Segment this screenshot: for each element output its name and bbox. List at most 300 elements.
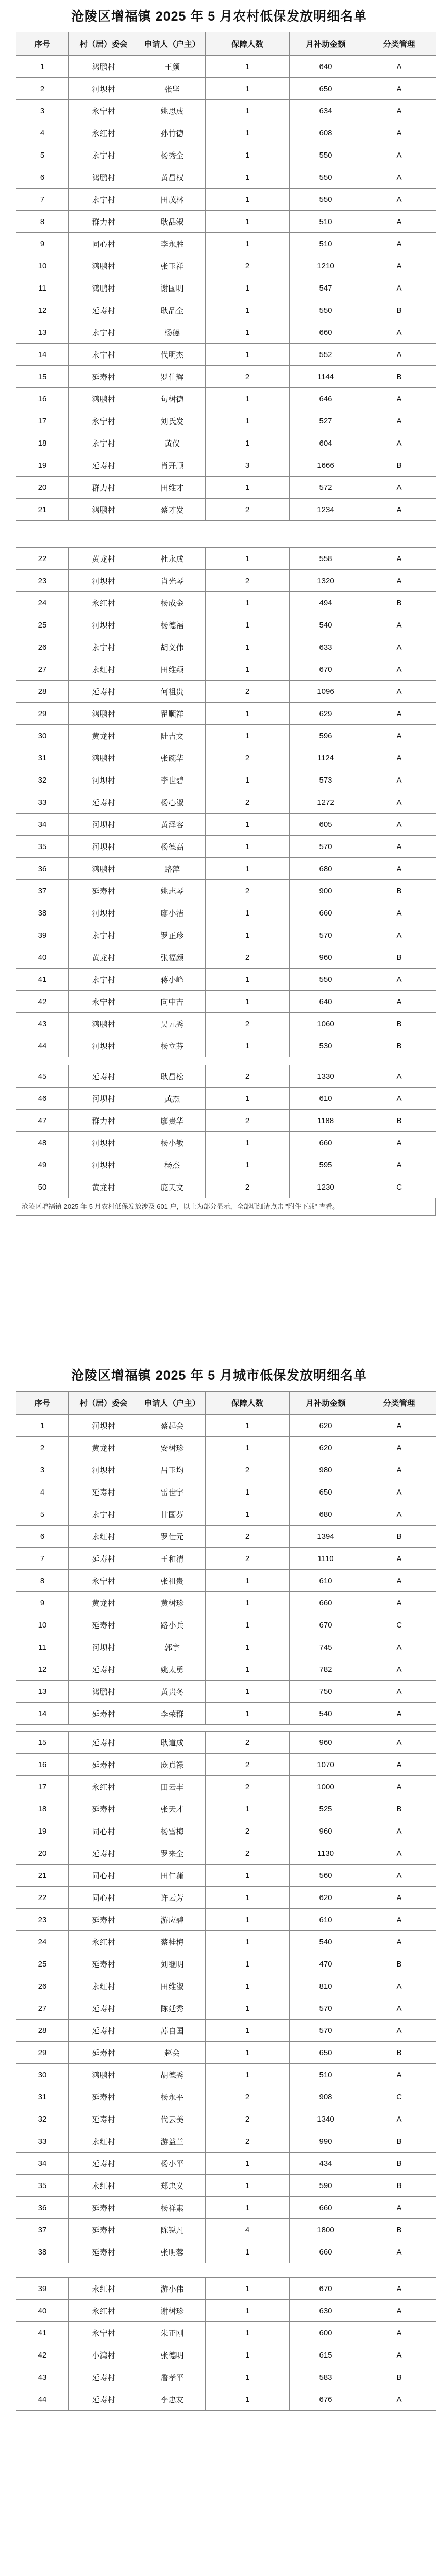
- cell-village: 延寿村: [69, 1909, 139, 1931]
- cell-applicant: 廖小洁: [139, 902, 206, 924]
- cell-amount: 1110: [290, 1548, 362, 1570]
- table-row: [16, 1703, 436, 1725]
- cell-applicant: 罗来全: [139, 1842, 206, 1865]
- cell-index: 47: [16, 1110, 69, 1132]
- cell-persons: 1: [206, 924, 290, 946]
- cell-persons: 1: [206, 769, 290, 791]
- cell-category: A: [362, 1459, 436, 1481]
- cell-village: 永宁村: [69, 100, 139, 122]
- cell-category: A: [362, 1065, 436, 1088]
- table-row: [16, 233, 436, 255]
- table-row: [16, 2064, 436, 2086]
- cell-village: 同心村: [69, 1865, 139, 1887]
- cell-index: 22: [16, 548, 69, 570]
- rural-title: 沧陵区增福镇 2025 年 5 月农村低保发放明细名单: [71, 9, 367, 24]
- cell-applicant: 黄树珍: [139, 1592, 206, 1614]
- cell-amount: 650: [290, 2042, 362, 2064]
- cell-persons: 1: [206, 658, 290, 681]
- cell-applicant: 何祖贵: [139, 681, 206, 703]
- cell-applicant: 黄泽容: [139, 814, 206, 836]
- rural-table-part-2: [16, 547, 436, 1057]
- cell-village: 延寿村: [69, 2108, 139, 2130]
- table-row: [16, 1415, 436, 1437]
- cell-index: 46: [16, 1088, 69, 1110]
- cell-persons: 1: [206, 592, 290, 614]
- cell-village: 鸿鹏村: [69, 2064, 139, 2086]
- cell-village: 永红村: [69, 1931, 139, 1953]
- cell-persons: 2: [206, 681, 290, 703]
- cell-village: 鸿鹏村: [69, 499, 139, 521]
- cell-applicant: 杨德高: [139, 836, 206, 858]
- cell-village: 延寿村: [69, 2020, 139, 2042]
- cell-persons: 1: [206, 2388, 290, 2411]
- cell-amount: 570: [290, 836, 362, 858]
- cell-amount: 960: [290, 946, 362, 969]
- cell-village: 永宁村: [69, 636, 139, 658]
- cell-amount: 633: [290, 636, 362, 658]
- cell-applicant: 姚太勇: [139, 1658, 206, 1681]
- cell-category: A: [362, 344, 436, 366]
- cell-category: A: [362, 2064, 436, 2086]
- cell-index: 3: [16, 100, 69, 122]
- cell-category: A: [362, 1931, 436, 1953]
- cell-index: 4: [16, 1481, 69, 1503]
- table-row: [16, 2241, 436, 2263]
- cell-category: A: [362, 2322, 436, 2344]
- cell-index: 3: [16, 1459, 69, 1481]
- cell-persons: 1: [206, 166, 290, 189]
- table-row: [16, 791, 436, 814]
- cell-amount: 550: [290, 299, 362, 321]
- table-row: [16, 747, 436, 769]
- cell-category: B: [362, 880, 436, 902]
- cell-village: 永红村: [69, 1975, 139, 1997]
- cell-amount: 900: [290, 880, 362, 902]
- table-row: [16, 969, 436, 991]
- cell-amount: 596: [290, 725, 362, 747]
- cell-category: A: [362, 924, 436, 946]
- cell-amount: 750: [290, 1681, 362, 1703]
- table-row: [16, 122, 436, 144]
- cell-village: 河坝村: [69, 836, 139, 858]
- cell-amount: 660: [290, 1592, 362, 1614]
- cell-village: 永宁村: [69, 321, 139, 344]
- cell-amount: 510: [290, 211, 362, 233]
- table-row: [16, 1636, 436, 1658]
- cell-persons: 3: [206, 454, 290, 477]
- cell-amount: 660: [290, 2197, 362, 2219]
- cell-category: A: [362, 1997, 436, 2020]
- cell-category: C: [362, 1176, 436, 1198]
- cell-category: A: [362, 969, 436, 991]
- cell-applicant: 郭宇: [139, 1636, 206, 1658]
- cell-persons: 1: [206, 1798, 290, 1820]
- cell-index: 25: [16, 1953, 69, 1975]
- cell-amount: 1394: [290, 1526, 362, 1548]
- cell-persons: 2: [206, 1526, 290, 1548]
- cell-persons: 1: [206, 2197, 290, 2219]
- cell-applicant: 李世碧: [139, 769, 206, 791]
- cell-persons: 2: [206, 1776, 290, 1798]
- cell-persons: 1: [206, 969, 290, 991]
- cell-index: 9: [16, 233, 69, 255]
- urban-table-part-3: [16, 2277, 436, 2411]
- cell-index: 43: [16, 1013, 69, 1035]
- cell-persons: 1: [206, 344, 290, 366]
- cell-applicant: 杨永平: [139, 2086, 206, 2108]
- cell-village: 河坝村: [69, 769, 139, 791]
- table-row: [16, 1842, 436, 1865]
- table-row: [16, 100, 436, 122]
- cell-category: A: [362, 1415, 436, 1437]
- cell-amount: 1060: [290, 1013, 362, 1035]
- table-row: [16, 1065, 436, 1088]
- cell-persons: 1: [206, 1154, 290, 1176]
- cell-index: 13: [16, 321, 69, 344]
- cell-category: A: [362, 1437, 436, 1459]
- cell-category: C: [362, 1614, 436, 1636]
- cell-applicant: 郑忠义: [139, 2175, 206, 2197]
- table-row: [16, 1526, 436, 1548]
- cell-village: 黄龙村: [69, 946, 139, 969]
- cell-persons: 1: [206, 1503, 290, 1526]
- cell-persons: 1: [206, 2153, 290, 2175]
- cell-category: B: [362, 1035, 436, 1057]
- cell-category: A: [362, 56, 436, 78]
- cell-amount: 660: [290, 1132, 362, 1154]
- cell-village: 永宁村: [69, 410, 139, 432]
- cell-category: A: [362, 388, 436, 410]
- cell-category: B: [362, 1110, 436, 1132]
- cell-village: 延寿村: [69, 1065, 139, 1088]
- cell-applicant: 游应碧: [139, 1909, 206, 1931]
- cell-village: 同心村: [69, 233, 139, 255]
- cell-amount: 1096: [290, 681, 362, 703]
- cell-category: A: [362, 2241, 436, 2263]
- cell-amount: 1330: [290, 1065, 362, 1088]
- cell-index: 42: [16, 991, 69, 1013]
- cell-persons: 1: [206, 1658, 290, 1681]
- cell-persons: 1: [206, 321, 290, 344]
- cell-village: 延寿村: [69, 1842, 139, 1865]
- table-row: [16, 2388, 436, 2411]
- cell-persons: 1: [206, 100, 290, 122]
- cell-category: A: [362, 991, 436, 1013]
- cell-village: 鸿鹏村: [69, 255, 139, 277]
- table-row: [16, 1820, 436, 1842]
- cell-category: B: [362, 2153, 436, 2175]
- cell-amount: 980: [290, 1459, 362, 1481]
- table-row: [16, 1681, 436, 1703]
- cell-village: 黄龙村: [69, 1437, 139, 1459]
- cell-applicant: 王颜: [139, 56, 206, 78]
- cell-index: 43: [16, 2366, 69, 2388]
- cell-amount: 608: [290, 122, 362, 144]
- table-row: [16, 636, 436, 658]
- cell-index: 44: [16, 1035, 69, 1057]
- cell-persons: 1: [206, 144, 290, 166]
- cell-village: 河坝村: [69, 1088, 139, 1110]
- cell-index: 7: [16, 1548, 69, 1570]
- cell-category: A: [362, 1681, 436, 1703]
- cell-applicant: 蔡起会: [139, 1415, 206, 1437]
- table-row: [16, 78, 436, 100]
- cell-village: 延寿村: [69, 1548, 139, 1570]
- cell-amount: 1320: [290, 570, 362, 592]
- table-row: [16, 946, 436, 969]
- cell-village: 延寿村: [69, 299, 139, 321]
- cell-village: 永红村: [69, 2278, 139, 2300]
- cell-applicant: 田维才: [139, 477, 206, 499]
- cell-persons: 1: [206, 277, 290, 299]
- rural-table-part-1: [16, 32, 436, 521]
- cell-applicant: 路小兵: [139, 1614, 206, 1636]
- column-header: 村（居）委会: [69, 1392, 139, 1415]
- table-row: [16, 858, 436, 880]
- cell-village: 河坝村: [69, 1415, 139, 1437]
- cell-amount: 646: [290, 388, 362, 410]
- table-row: [16, 658, 436, 681]
- cell-amount: 595: [290, 1154, 362, 1176]
- cell-applicant: 罗正珍: [139, 924, 206, 946]
- cell-applicant: 蒋小峰: [139, 969, 206, 991]
- cell-index: 6: [16, 166, 69, 189]
- column-header: 月补助金额: [290, 32, 362, 56]
- cell-category: B: [362, 2130, 436, 2153]
- cell-applicant: 路萍: [139, 858, 206, 880]
- column-header: 申请人（户主）: [139, 1392, 206, 1415]
- table-row: [16, 1865, 436, 1887]
- urban-title: 沧陵区增福镇 2025 年 5 月城市低保发放明细名单: [71, 1368, 367, 1383]
- cell-persons: 1: [206, 902, 290, 924]
- cell-applicant: 耿昌松: [139, 1065, 206, 1088]
- cell-applicant: 杨秀全: [139, 144, 206, 166]
- cell-village: 永宁村: [69, 924, 139, 946]
- cell-category: A: [362, 1636, 436, 1658]
- cell-village: 延寿村: [69, 1732, 139, 1754]
- cell-category: B: [362, 2042, 436, 2064]
- cell-amount: 547: [290, 277, 362, 299]
- cell-amount: 605: [290, 814, 362, 836]
- table-row: [16, 592, 436, 614]
- cell-persons: 1: [206, 636, 290, 658]
- table-row: [16, 1997, 436, 2020]
- cell-index: 8: [16, 1570, 69, 1592]
- cell-village: 永红村: [69, 122, 139, 144]
- cell-amount: 660: [290, 2241, 362, 2263]
- cell-village: 延寿村: [69, 681, 139, 703]
- cell-amount: 1130: [290, 1842, 362, 1865]
- table-row: [16, 2219, 436, 2241]
- cell-village: 永宁村: [69, 1570, 139, 1592]
- cell-category: A: [362, 1703, 436, 1725]
- column-header: 序号: [16, 1392, 69, 1415]
- column-header: 月补助金额: [290, 1392, 362, 1415]
- cell-village: 延寿村: [69, 791, 139, 814]
- cell-village: 延寿村: [69, 1703, 139, 1725]
- cell-persons: 2: [206, 791, 290, 814]
- cell-amount: 600: [290, 2322, 362, 2344]
- cell-village: 河坝村: [69, 814, 139, 836]
- cell-applicant: 黄杰: [139, 1088, 206, 1110]
- cell-persons: 1: [206, 1132, 290, 1154]
- cell-index: 25: [16, 614, 69, 636]
- column-header: 序号: [16, 32, 69, 56]
- cell-persons: 1: [206, 56, 290, 78]
- table-row: [16, 410, 436, 432]
- cell-applicant: 吕玉均: [139, 1459, 206, 1481]
- cell-amount: 745: [290, 1636, 362, 1658]
- table-row: [16, 1548, 436, 1570]
- cell-applicant: 杨立芬: [139, 1035, 206, 1057]
- cell-category: B: [362, 2366, 436, 2388]
- cell-index: 14: [16, 344, 69, 366]
- cell-applicant: 张德明: [139, 2344, 206, 2366]
- cell-village: 鸿鹏村: [69, 1681, 139, 1703]
- cell-index: 10: [16, 255, 69, 277]
- column-header: 分类管理: [362, 32, 436, 56]
- cell-amount: 960: [290, 1820, 362, 1842]
- cell-village: 黄龙村: [69, 725, 139, 747]
- column-header: 保障人数: [206, 1392, 290, 1415]
- cell-index: 34: [16, 814, 69, 836]
- table-row: [16, 1154, 436, 1176]
- cell-index: 31: [16, 2086, 69, 2108]
- cell-village: 河坝村: [69, 1636, 139, 1658]
- cell-amount: 494: [290, 592, 362, 614]
- table-row: [16, 2175, 436, 2197]
- table-row: [16, 1658, 436, 1681]
- cell-applicant: 吴元秀: [139, 1013, 206, 1035]
- table-row: [16, 2197, 436, 2219]
- cell-category: A: [362, 1503, 436, 1526]
- cell-amount: 570: [290, 2020, 362, 2042]
- cell-index: 14: [16, 1703, 69, 1725]
- cell-persons: 1: [206, 1931, 290, 1953]
- cell-category: A: [362, 1820, 436, 1842]
- table-row: [16, 1013, 436, 1035]
- cell-category: A: [362, 255, 436, 277]
- cell-amount: 550: [290, 189, 362, 211]
- cell-applicant: 张天才: [139, 1798, 206, 1820]
- rural-table-part-3: [16, 1065, 436, 1198]
- cell-category: A: [362, 1865, 436, 1887]
- cell-applicant: 庞天文: [139, 1176, 206, 1198]
- cell-applicant: 谢国明: [139, 277, 206, 299]
- column-header: 保障人数: [206, 32, 290, 56]
- cell-applicant: 甘国芬: [139, 1503, 206, 1526]
- cell-village: 延寿村: [69, 2219, 139, 2241]
- cell-persons: 4: [206, 2219, 290, 2241]
- cell-persons: 2: [206, 366, 290, 388]
- cell-index: 49: [16, 1154, 69, 1176]
- cell-category: A: [362, 1776, 436, 1798]
- table-row: [16, 924, 436, 946]
- table-row: [16, 1776, 436, 1798]
- table-row: [16, 570, 436, 592]
- cell-persons: 1: [206, 1909, 290, 1931]
- cell-persons: 2: [206, 570, 290, 592]
- cell-category: A: [362, 836, 436, 858]
- cell-index: 12: [16, 1658, 69, 1681]
- cell-village: 延寿村: [69, 2086, 139, 2108]
- cell-amount: 990: [290, 2130, 362, 2153]
- cell-category: B: [362, 2219, 436, 2241]
- column-header: 申请人（户主）: [139, 32, 206, 56]
- table-row: [16, 1975, 436, 1997]
- table-row: [16, 836, 436, 858]
- cell-amount: 510: [290, 233, 362, 255]
- cell-village: 延寿村: [69, 880, 139, 902]
- cell-index: 15: [16, 1732, 69, 1754]
- cell-amount: 810: [290, 1975, 362, 1997]
- cell-applicant: 廖贵华: [139, 1110, 206, 1132]
- cell-category: A: [362, 1909, 436, 1931]
- cell-persons: 2: [206, 1548, 290, 1570]
- cell-village: 黄龙村: [69, 1592, 139, 1614]
- cell-category: A: [362, 1887, 436, 1909]
- cell-category: A: [362, 636, 436, 658]
- cell-persons: 2: [206, 499, 290, 521]
- cell-index: 28: [16, 681, 69, 703]
- cell-category: A: [362, 2344, 436, 2366]
- cell-persons: 2: [206, 946, 290, 969]
- cell-amount: 670: [290, 2278, 362, 2300]
- cell-index: 35: [16, 836, 69, 858]
- cell-persons: 1: [206, 1592, 290, 1614]
- cell-index: 30: [16, 725, 69, 747]
- cell-category: B: [362, 1013, 436, 1035]
- cell-persons: 1: [206, 189, 290, 211]
- table-row: [16, 880, 436, 902]
- cell-amount: 604: [290, 432, 362, 454]
- cell-index: 36: [16, 2197, 69, 2219]
- table-row: [16, 2086, 436, 2108]
- cell-persons: 1: [206, 2366, 290, 2388]
- cell-persons: 1: [206, 2344, 290, 2366]
- cell-index: 18: [16, 432, 69, 454]
- cell-index: 10: [16, 1614, 69, 1636]
- cell-category: B: [362, 592, 436, 614]
- cell-amount: 610: [290, 1088, 362, 1110]
- cell-amount: 670: [290, 1614, 362, 1636]
- table-row: [16, 1132, 436, 1154]
- table-row: [16, 2344, 436, 2366]
- urban-table-part-1: [16, 1391, 436, 1725]
- cell-persons: 1: [206, 2278, 290, 2300]
- cell-amount: 1000: [290, 1776, 362, 1798]
- cell-category: A: [362, 570, 436, 592]
- cell-applicant: 杨小敏: [139, 1132, 206, 1154]
- cell-persons: 1: [206, 1614, 290, 1636]
- cell-village: 永宁村: [69, 144, 139, 166]
- table-row: [16, 1909, 436, 1931]
- cell-applicant: 赵会: [139, 2042, 206, 2064]
- cell-persons: 2: [206, 2130, 290, 2153]
- cell-village: 鸿鹏村: [69, 388, 139, 410]
- cell-amount: 960: [290, 1732, 362, 1754]
- table-row: [16, 277, 436, 299]
- cell-applicant: 罗仕元: [139, 1526, 206, 1548]
- cell-applicant: 李荣群: [139, 1703, 206, 1725]
- cell-amount: 570: [290, 924, 362, 946]
- table-row: [16, 2366, 436, 2388]
- cell-applicant: 张坚: [139, 78, 206, 100]
- cell-category: B: [362, 1526, 436, 1548]
- table-row: [16, 1614, 436, 1636]
- cell-index: 20: [16, 477, 69, 499]
- cell-persons: 1: [206, 1415, 290, 1437]
